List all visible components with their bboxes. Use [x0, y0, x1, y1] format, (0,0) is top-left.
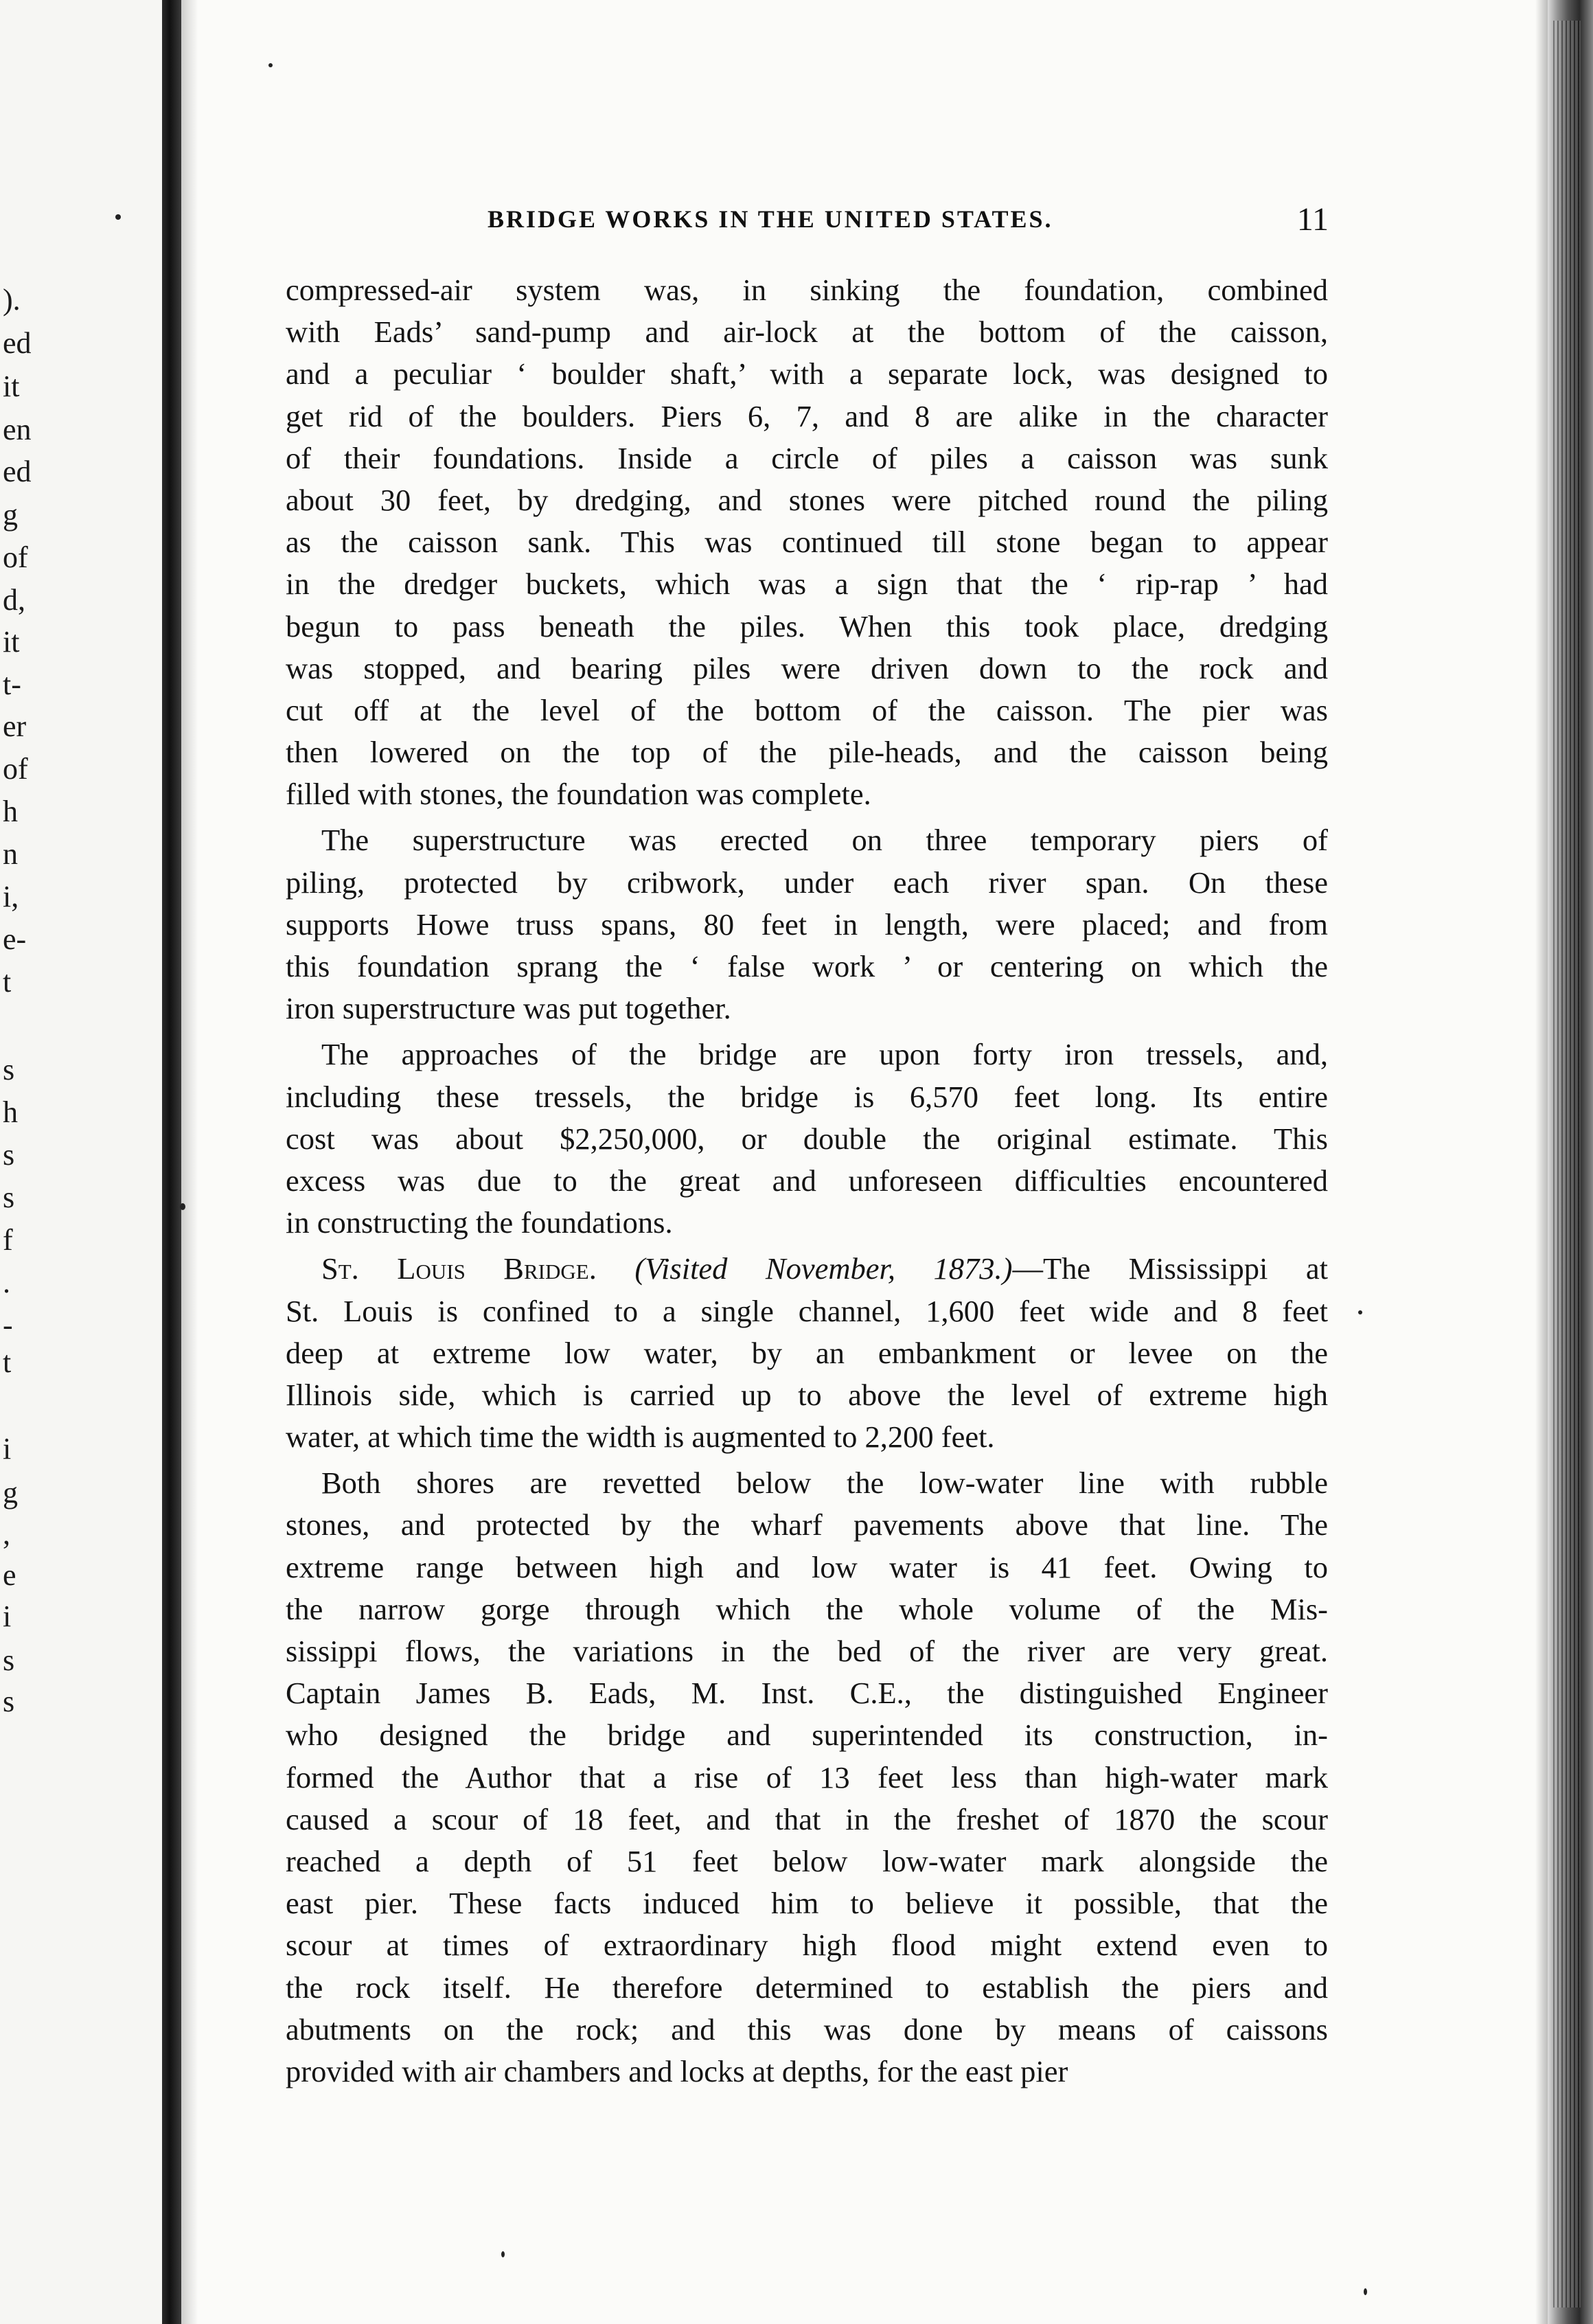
left-page-fragment-text: en [3, 413, 32, 446]
text-line: in the dredger buckets, which was a sign that the ‘ rip-rap ’ had [286, 567, 1328, 602]
dust-speck [501, 2251, 505, 2257]
page-edge-shadow [1535, 0, 1548, 2324]
text-line: cut off at the level of the bottom of the caisson. The pier was [286, 692, 1328, 727]
dust-speck [268, 63, 273, 67]
text-line: was stopped, and bearing piles were driven down to the rock and [286, 650, 1328, 685]
text-line: excess was due to the great and unforeseen difficulties encountered [286, 1163, 1328, 1198]
text-line: piling, protected by cribwork, under each river span. On these [286, 865, 1328, 900]
text-line: caused a scour of 18 feet, and that in the freshet of 1870 the scour [286, 1801, 1328, 1836]
paragraph [286, 269, 1328, 815]
text-line: compressed-air system was, in sinking the foundation, combined [286, 273, 1328, 307]
text-line [286, 1248, 1328, 1290]
book-edge-pages [1553, 21, 1581, 2308]
section-heading: St. Louis Bridge. [321, 1251, 597, 1286]
left-page-fragment-text: s [3, 1138, 15, 1172]
left-page-fragment-text: of [3, 752, 28, 786]
book-gutter [162, 0, 181, 2324]
text-line: begun to pass beneath the piles. When this took place, dredging [286, 608, 1328, 643]
left-page-fragment-text: s [3, 1643, 15, 1677]
left-page-fragment-text: of [3, 540, 28, 574]
text-line: this foundation sprang the ‘ false work ’ or centering on which the [286, 949, 1328, 983]
text-line: filled with stones, the foundation was complete. [286, 777, 871, 812]
text-line: abutments on the rock; and this was done by means of caissons [286, 2012, 1328, 2047]
page-header [282, 201, 1329, 242]
left-page-fragment-text: e [3, 1558, 16, 1592]
paragraph [286, 1462, 1328, 2093]
text-line: Both shores are revetted below the low-water line with rubble [321, 1466, 1328, 1501]
running-title: BRIDGE WORKS IN THE UNITED STATES. [488, 205, 1053, 233]
left-page-fragment-text: ed [3, 455, 32, 488]
left-page-fragment-text: it [3, 625, 20, 659]
left-page-fragment-text: ). [3, 283, 21, 317]
left-page-fragment-text: n [3, 837, 18, 871]
text-line: The approaches of the bridge are upon forty iron tressels, and, [321, 1037, 1328, 1072]
text-line: the narrow gorge through which the whole volume of the Mis- [286, 1591, 1328, 1626]
dust-speck [1358, 1310, 1362, 1314]
text-line: formed the Author that a rise of 13 feet less than high-water mark [286, 1759, 1328, 1795]
text-line: The superstructure was erected on three temporary piers of [321, 823, 1328, 858]
left-page-fragment-text: t- [3, 668, 21, 701]
text-line: get rid of the boulders. Piers 6, 7, and 8 are alike in the character [286, 398, 1328, 433]
paragraph [286, 1248, 1328, 1458]
left-page-fragment-text: t [3, 965, 12, 999]
text-line: supports Howe truss spans, 80 feet in length, were placed; and from [286, 907, 1328, 942]
text-line: and a peculiar ‘ boulder shaft,’ with a separate lock, was designed to [286, 356, 1328, 391]
visit-date: (Visited November, 1873.) [634, 1251, 1013, 1286]
left-page-fragment-text: s [3, 1053, 15, 1086]
page-number: 11 [1296, 201, 1329, 238]
left-page-fragment-text: g [3, 1476, 18, 1510]
text-line: Captain James B. Eads, M. Inst. C.E., the distinguished Engineer [286, 1676, 1328, 1711]
text-line: in constructing the foundations. [286, 1205, 673, 1240]
text-line: cost was about $2,250,000, or double the original estimate. This [286, 1121, 1328, 1156]
left-page-fragment-text: ed [3, 326, 32, 360]
left-page-fragment-text: s [3, 1685, 15, 1718]
left-page-fragment-text: d, [3, 583, 25, 617]
left-page-fragment-text: . [3, 1266, 10, 1299]
text-line: the rock itself. He therefore determined to establish the piers and [286, 1970, 1328, 2005]
text-line: sissippi flows, the variations in the bed of the river are very great. [286, 1634, 1328, 1668]
heading-line-rest: —The Mississippi at [1012, 1251, 1328, 1286]
text-line: who designed the bridge and superintended its construction, in- [286, 1718, 1328, 1753]
text-line: water, at which time the width is augmented to 2,200 feet. [286, 1420, 995, 1455]
body-text [286, 269, 1328, 2093]
left-page-fragment-text: - [3, 1308, 13, 1342]
text-line: scour at times of extraordinary high flood might extend even to [286, 1928, 1328, 1963]
left-page-fragment-text: i [3, 1432, 12, 1466]
left-page-fragment-text: f [3, 1223, 13, 1257]
left-page-fragment-text: s [3, 1181, 15, 1214]
paragraph [286, 819, 1328, 1029]
dust-speck [1364, 2288, 1367, 2295]
text-line: about 30 feet, by dredging, and stones were pitched round the piling [286, 482, 1328, 517]
left-page-fragment-text: g [3, 498, 18, 532]
text-line: iron superstructure was put together. [286, 991, 731, 1026]
left-page-fragment-text: h [3, 795, 18, 828]
text-line: of their foundations. Inside a circle of piles a caisson was sunk [286, 440, 1328, 475]
text-line: St. Louis is confined to a single channel, 1,600 feet wide and 8 feet [286, 1293, 1328, 1328]
dust-speck [180, 1203, 185, 1210]
left-page-fragment-text: , [3, 1517, 10, 1551]
text-line: stones, and protected by the wharf pavements above that line. The [286, 1507, 1328, 1542]
text-line: extreme range between high and low water is 41 feet. Owing to [286, 1549, 1328, 1584]
text-line: reached a depth of 51 feet below low-water mark alongside the [286, 1843, 1328, 1878]
paragraph [286, 1034, 1328, 1244]
text-line: deep at extreme low water, by an embankment or levee on the [286, 1335, 1328, 1370]
left-page-fragment-text: it [3, 369, 20, 403]
dust-speck [115, 214, 121, 220]
left-page-fragment-text: er [3, 709, 27, 743]
text-line: provided with air chambers and locks at depths, for the east pier [286, 2053, 1068, 2088]
text-line: with Eads’ sand-pump and air-lock at the bottom of the caisson, [286, 315, 1328, 350]
left-page-fragment-text: i [3, 1599, 12, 1633]
text-line: east pier. These facts induced him to believe it possible, that the [286, 1886, 1328, 1921]
left-page-fragment-text: e- [3, 922, 27, 956]
text-line: as the caisson sank. This was continued till stone began to appear [286, 525, 1328, 560]
text-line: Illinois side, which is carried up to above the level of extreme high [286, 1377, 1328, 1412]
gutter-shadow [181, 0, 198, 2324]
left-page-fragment-text: i, [3, 880, 19, 913]
text-line: then lowered on the top of the pile-heads, and the caisson being [286, 735, 1328, 770]
text-line: including these tressels, the bridge is 6,570 feet long. Its entire [286, 1079, 1328, 1114]
left-page-fragment-text: h [3, 1095, 18, 1129]
left-page-fragment-text: t [3, 1345, 12, 1379]
